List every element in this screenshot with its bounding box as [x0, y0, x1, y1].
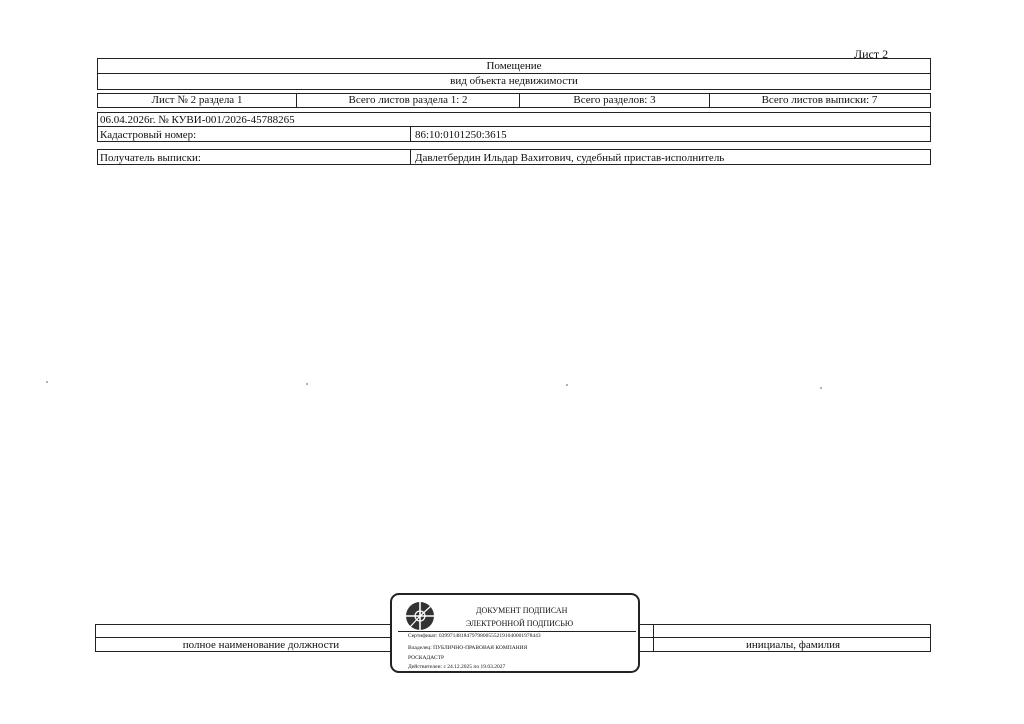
- roskadastr-logo-icon: [404, 600, 436, 632]
- scan-speck: [820, 387, 822, 389]
- recipient-row: [97, 149, 931, 165]
- scan-speck: [306, 383, 308, 385]
- position-caption: полное наименование должности: [182, 639, 340, 651]
- scan-speck: [566, 384, 568, 386]
- cell-divider: [410, 127, 411, 141]
- object-type-name: Помещение: [98, 59, 930, 74]
- cell-divider: [410, 150, 411, 164]
- total-sheets-section: Всего листов раздела 1: 2: [297, 94, 520, 107]
- stamp-certificate: Сертификат: 0399714818479798005552191040001978443: [408, 633, 541, 639]
- object-type-caption: вид объекта недвижимости: [450, 75, 578, 87]
- cadastral-number-value: 86:10:0101250:3615: [415, 129, 507, 141]
- stamp-validity: Действителен: с 24.12.2025 по 19.03.2027: [408, 664, 506, 670]
- name-caption: инициалы, фамилия: [745, 639, 841, 651]
- total-sheets-extract: Всего листов выписки: 7: [761, 94, 878, 106]
- registration-block: [97, 112, 931, 142]
- sheet-number-label: Лист 2: [854, 47, 889, 61]
- stamp-title-line1: ДОКУМЕНТ ПОДПИСАН: [476, 606, 568, 615]
- stamp-title-line2: ЭЛЕКТРОННОЙ ПОДПИСЬЮ: [466, 619, 574, 628]
- stamp-owner-line1: Владелец: ПУБЛИЧНО-ПРАВОВАЯ КОМПАНИЯ: [408, 645, 528, 651]
- object-type-table: [97, 58, 931, 90]
- cadastral-number-label: Кадастровый номер:: [100, 129, 197, 141]
- recipient-label: Получатель выписки:: [100, 152, 201, 164]
- scan-speck: [46, 381, 48, 383]
- sheet-of-section: Лист № 2 раздела 1: [98, 94, 297, 107]
- registration-date-number: 06.04.2026г. № КУВИ-001/2026-45788265: [100, 114, 295, 126]
- recipient-value: Давлетбердин Ильдар Вахитович, судебный пристав-исполнитель: [415, 152, 725, 164]
- cadastral-row: [98, 126, 930, 141]
- electronic-signature-stamp: [390, 593, 640, 673]
- stamp-rule: [398, 631, 636, 632]
- total-sections: Всего разделов: 3: [520, 94, 710, 107]
- stamp-owner-line2: РОСКАДАСТР: [408, 655, 445, 661]
- sheets-info-row: [97, 93, 931, 108]
